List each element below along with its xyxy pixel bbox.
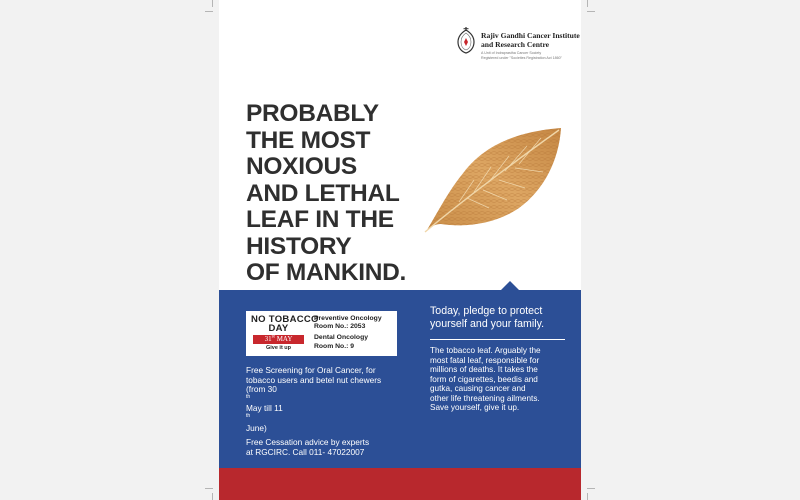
screening-text: Free Screening for Oral Cancer, for tobacco users and betel nut chewers (from 30 $^{th}$ May till 11 $^{th}$ June) xyxy=(246,365,382,433)
badge-line2: DAY xyxy=(268,323,289,334)
crop-mark xyxy=(587,493,588,500)
badge-line1: NO TOBACCO xyxy=(251,314,319,325)
no-tobacco-day-badge xyxy=(246,311,397,356)
institute-subtitle: A Unit of Indraprastha Cancer Society Registered under "Societies Registration Act 1860" xyxy=(481,51,562,60)
cessation-text: Free Cessation advice by experts at RGCIRC. Call 011- 47022007 xyxy=(246,437,370,457)
crop-mark xyxy=(205,11,213,12)
pledge-heading: Today, pledge to protect yourself and your family. xyxy=(430,305,545,330)
institute-name: Rajiv Gandhi Cancer Institute and Research Centre xyxy=(481,31,580,49)
crop-mark xyxy=(205,488,213,489)
footer-band xyxy=(219,468,581,500)
badge-date: 31st MAY xyxy=(264,334,293,343)
divider xyxy=(430,339,565,340)
screening-info xyxy=(246,366,416,462)
crop-mark xyxy=(587,11,595,12)
oncology-rooms: Preventive Oncology Room No.: 2053 Dental Oncology Room No.: 9 xyxy=(314,315,382,350)
poster xyxy=(219,0,581,500)
panel-notch xyxy=(500,281,520,291)
page-headline: PROBABLY THE MOST NOXIOUS AND LETHAL LEAF IN THE HISTORY OF MANKIND. xyxy=(246,100,407,286)
leaf-description: The tobacco leaf. Arguably the most fatal leaf, responsible for millions of deaths. It takes the form of cigarettes, beedis and gutka, causing cancer and other life threatening ailments. Save yourself, give it up. xyxy=(430,346,541,412)
institute-logo xyxy=(455,27,580,65)
badge-tagline: Give it up xyxy=(265,345,292,351)
no-tobacco-day-logo xyxy=(251,314,319,353)
crop-mark xyxy=(587,488,595,489)
crop-mark xyxy=(587,0,588,7)
tobacco-leaf-illustration xyxy=(419,120,569,238)
crop-mark xyxy=(212,0,213,7)
rgcirc-shield-emblem-icon xyxy=(455,27,477,55)
crop-mark xyxy=(212,493,213,500)
